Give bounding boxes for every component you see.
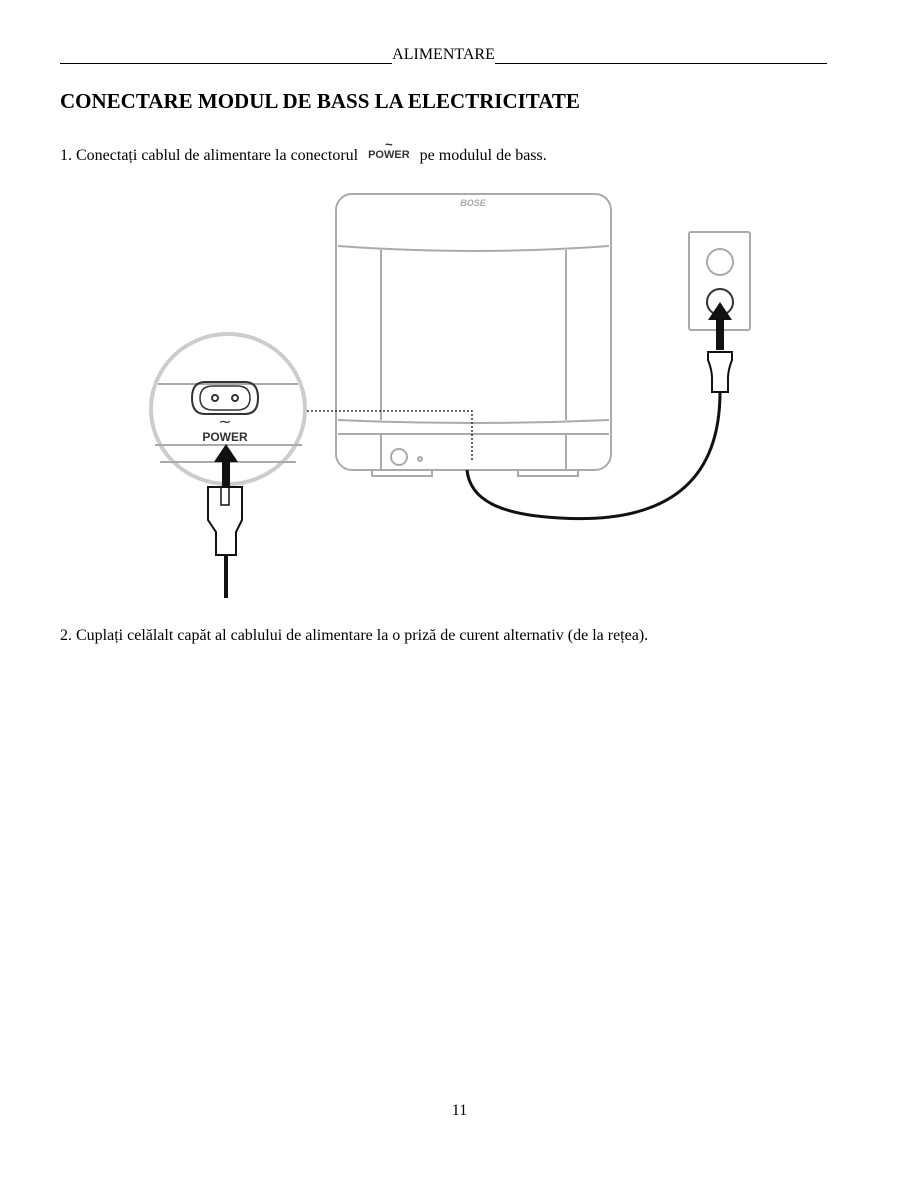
step-1-text: 1. Conectați cablul de alimentare la conectorul [60,147,359,164]
ac-symbol: ~ [385,137,393,152]
bass-module [336,194,611,476]
outlet-plug [467,352,732,519]
brand-logo: BOSE [460,198,486,208]
up-arrow-icon [708,302,732,350]
step-2: 2. Cuplați celălalt capăt al cablului de alimentare la o priză de curent alternativ (de la rețea). [60,627,649,644]
page-title: CONECTARE MODUL DE BASS LA ELECTRICITATE [60,89,580,113]
header-section: ALIMENTARE [392,46,495,63]
ac-symbol: ~ [218,412,232,431]
callout-power-label: POWER [202,430,248,444]
step-1-text-end: pe modulul de bass. [419,147,547,164]
power-cable-plug [208,487,242,598]
power-label: POWER [368,149,410,161]
page-number: 11 [451,1102,468,1119]
callout-leader-line [307,411,472,460]
